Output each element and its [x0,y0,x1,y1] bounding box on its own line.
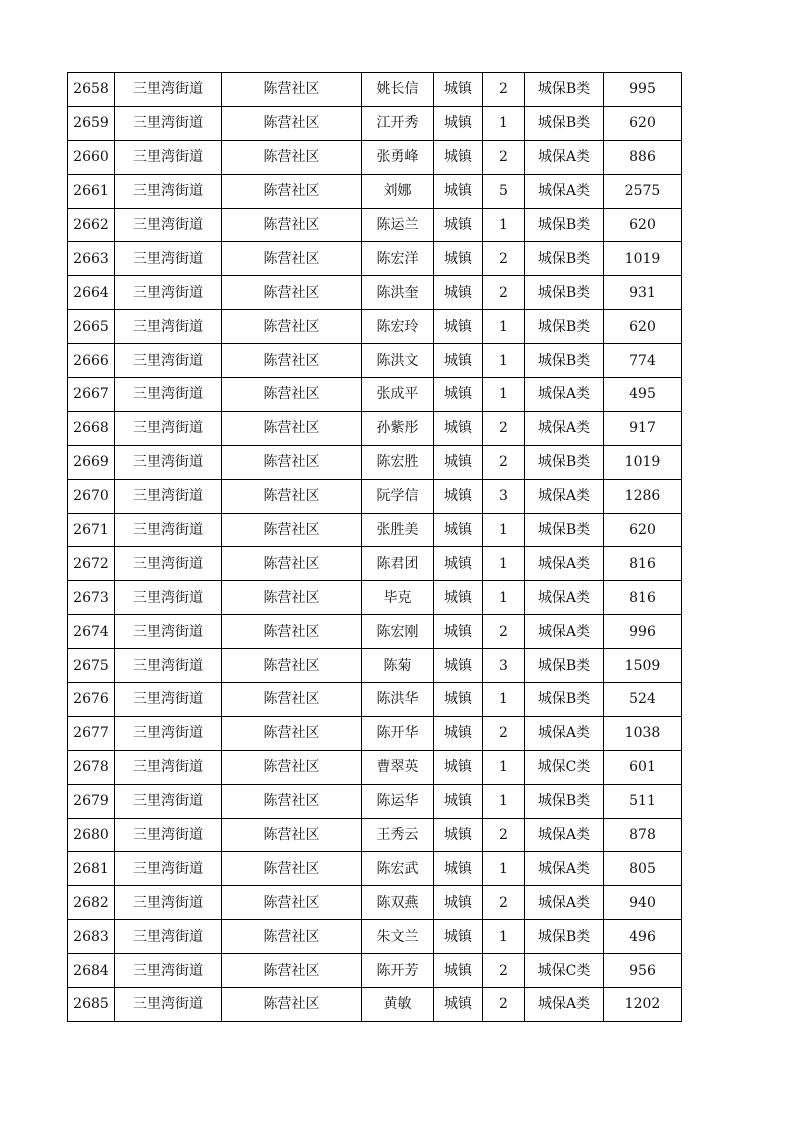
cell-serial-no: 2683 [68,920,115,954]
cell-name: 陈运华 [362,784,434,818]
roster-body [68,73,682,1022]
cell-name: 江开秀 [362,106,434,140]
cell-street: 三里湾街道 [115,784,222,818]
cell-amount: 996 [604,615,682,649]
cell-amount: 1509 [604,649,682,683]
cell-amount: 1019 [604,242,682,276]
cell-area-type: 城镇 [434,649,483,683]
cell-household-count: 2 [483,73,525,107]
cell-area-type: 城镇 [434,344,483,378]
cell-name: 曹翠英 [362,750,434,784]
cell-area-type: 城镇 [434,683,483,717]
cell-name: 陈洪奎 [362,276,434,310]
cell-household-count: 1 [483,208,525,242]
cell-serial-no: 2671 [68,513,115,547]
cell-area-type: 城镇 [434,581,483,615]
cell-category: 城保B类 [525,920,604,954]
cell-community: 陈营社区 [222,581,362,615]
cell-amount: 816 [604,581,682,615]
cell-serial-no: 2660 [68,140,115,174]
cell-serial-no: 2676 [68,683,115,717]
cell-household-count: 1 [483,683,525,717]
cell-name: 陈开芳 [362,954,434,988]
cell-street: 三里湾街道 [115,276,222,310]
cell-street: 三里湾街道 [115,818,222,852]
cell-street: 三里湾街道 [115,886,222,920]
table-row [68,73,682,107]
cell-name: 陈宏洋 [362,242,434,276]
table-row [68,479,682,513]
cell-amount: 956 [604,954,682,988]
cell-household-count: 2 [483,276,525,310]
cell-category: 城保A类 [525,140,604,174]
table-row [68,140,682,174]
cell-street: 三里湾街道 [115,750,222,784]
cell-amount: 601 [604,750,682,784]
cell-name: 毕克 [362,581,434,615]
cell-name: 陈洪文 [362,344,434,378]
cell-serial-no: 2680 [68,818,115,852]
table-row [68,344,682,378]
cell-community: 陈营社区 [222,242,362,276]
cell-area-type: 城镇 [434,174,483,208]
cell-name: 王秀云 [362,818,434,852]
cell-community: 陈营社区 [222,411,362,445]
cell-area-type: 城镇 [434,73,483,107]
cell-household-count: 2 [483,988,525,1022]
cell-amount: 1202 [604,988,682,1022]
cell-household-count: 2 [483,445,525,479]
cell-street: 三里湾街道 [115,411,222,445]
cell-community: 陈营社区 [222,445,362,479]
cell-street: 三里湾街道 [115,140,222,174]
cell-area-type: 城镇 [434,513,483,547]
table-row [68,242,682,276]
cell-category: 城保A类 [525,852,604,886]
cell-area-type: 城镇 [434,479,483,513]
cell-serial-no: 2679 [68,784,115,818]
cell-community: 陈营社区 [222,818,362,852]
cell-name: 刘娜 [362,174,434,208]
cell-area-type: 城镇 [434,378,483,412]
cell-street: 三里湾街道 [115,106,222,140]
cell-household-count: 2 [483,716,525,750]
cell-area-type: 城镇 [434,140,483,174]
cell-amount: 620 [604,513,682,547]
cell-amount: 931 [604,276,682,310]
cell-amount: 620 [604,310,682,344]
cell-street: 三里湾街道 [115,716,222,750]
table-row [68,954,682,988]
cell-household-count: 1 [483,852,525,886]
cell-amount: 2575 [604,174,682,208]
cell-household-count: 1 [483,581,525,615]
table-row [68,208,682,242]
cell-amount: 620 [604,106,682,140]
cell-area-type: 城镇 [434,954,483,988]
cell-amount: 511 [604,784,682,818]
table-row [68,411,682,445]
cell-street: 三里湾街道 [115,649,222,683]
cell-household-count: 1 [483,310,525,344]
cell-category: 城保A类 [525,174,604,208]
cell-amount: 805 [604,852,682,886]
cell-category: 城保A类 [525,615,604,649]
cell-street: 三里湾街道 [115,242,222,276]
cell-household-count: 1 [483,750,525,784]
cell-serial-no: 2664 [68,276,115,310]
cell-community: 陈营社区 [222,750,362,784]
table-row [68,513,682,547]
cell-name: 陈宏玲 [362,310,434,344]
cell-area-type: 城镇 [434,818,483,852]
cell-household-count: 2 [483,818,525,852]
cell-household-count: 2 [483,242,525,276]
cell-name: 陈运兰 [362,208,434,242]
cell-amount: 995 [604,73,682,107]
cell-amount: 917 [604,411,682,445]
cell-category: 城保B类 [525,344,604,378]
cell-category: 城保A类 [525,988,604,1022]
table-row [68,106,682,140]
cell-household-count: 1 [483,547,525,581]
cell-name: 陈宏武 [362,852,434,886]
cell-name: 陈双燕 [362,886,434,920]
cell-community: 陈营社区 [222,344,362,378]
table-row [68,174,682,208]
cell-community: 陈营社区 [222,174,362,208]
cell-category: 城保B类 [525,208,604,242]
table-row [68,920,682,954]
cell-category: 城保B类 [525,445,604,479]
cell-amount: 495 [604,378,682,412]
cell-category: 城保C类 [525,954,604,988]
table-row [68,716,682,750]
cell-street: 三里湾街道 [115,344,222,378]
cell-area-type: 城镇 [434,445,483,479]
table-row [68,818,682,852]
cell-community: 陈营社区 [222,276,362,310]
cell-serial-no: 2669 [68,445,115,479]
cell-category: 城保A类 [525,886,604,920]
cell-amount: 816 [604,547,682,581]
table-row [68,886,682,920]
table-row [68,683,682,717]
cell-street: 三里湾街道 [115,547,222,581]
cell-household-count: 1 [483,344,525,378]
cell-name: 陈菊 [362,649,434,683]
cell-name: 黄敏 [362,988,434,1022]
cell-amount: 620 [604,208,682,242]
cell-street: 三里湾街道 [115,683,222,717]
cell-amount: 1286 [604,479,682,513]
cell-name: 孙紫彤 [362,411,434,445]
cell-amount: 886 [604,140,682,174]
cell-category: 城保A类 [525,411,604,445]
table-row [68,784,682,818]
cell-area-type: 城镇 [434,716,483,750]
cell-serial-no: 2658 [68,73,115,107]
cell-household-count: 2 [483,954,525,988]
cell-street: 三里湾街道 [115,73,222,107]
cell-area-type: 城镇 [434,784,483,818]
cell-name: 张成平 [362,378,434,412]
table-row [68,378,682,412]
cell-street: 三里湾街道 [115,988,222,1022]
cell-community: 陈营社区 [222,378,362,412]
cell-household-count: 1 [483,920,525,954]
cell-serial-no: 2659 [68,106,115,140]
cell-household-count: 2 [483,615,525,649]
cell-serial-no: 2665 [68,310,115,344]
table-row [68,852,682,886]
cell-category: 城保A类 [525,818,604,852]
table-row [68,581,682,615]
cell-community: 陈营社区 [222,208,362,242]
cell-serial-no: 2661 [68,174,115,208]
roster-table [67,72,682,1022]
cell-household-count: 2 [483,140,525,174]
cell-serial-no: 2685 [68,988,115,1022]
cell-household-count: 1 [483,106,525,140]
cell-name: 姚长信 [362,73,434,107]
cell-category: 城保C类 [525,750,604,784]
table-row [68,615,682,649]
table-row [68,750,682,784]
cell-area-type: 城镇 [434,988,483,1022]
cell-serial-no: 2677 [68,716,115,750]
cell-amount: 1038 [604,716,682,750]
cell-name: 陈宏胜 [362,445,434,479]
cell-community: 陈营社区 [222,920,362,954]
cell-household-count: 2 [483,886,525,920]
cell-category: 城保A类 [525,378,604,412]
cell-community: 陈营社区 [222,140,362,174]
table-row [68,276,682,310]
cell-category: 城保B类 [525,276,604,310]
cell-community: 陈营社区 [222,106,362,140]
cell-area-type: 城镇 [434,106,483,140]
table-row [68,649,682,683]
cell-amount: 496 [604,920,682,954]
cell-category: 城保B类 [525,649,604,683]
cell-serial-no: 2674 [68,615,115,649]
cell-serial-no: 2662 [68,208,115,242]
cell-area-type: 城镇 [434,750,483,784]
cell-name: 朱文兰 [362,920,434,954]
cell-community: 陈营社区 [222,73,362,107]
cell-street: 三里湾街道 [115,852,222,886]
cell-street: 三里湾街道 [115,378,222,412]
table-row [68,547,682,581]
cell-name: 陈君团 [362,547,434,581]
cell-name: 陈宏刚 [362,615,434,649]
cell-community: 陈营社区 [222,886,362,920]
cell-community: 陈营社区 [222,479,362,513]
cell-street: 三里湾街道 [115,174,222,208]
cell-serial-no: 2666 [68,344,115,378]
cell-community: 陈营社区 [222,649,362,683]
cell-name: 张勇峰 [362,140,434,174]
cell-household-count: 3 [483,649,525,683]
cell-serial-no: 2673 [68,581,115,615]
cell-amount: 1019 [604,445,682,479]
cell-serial-no: 2667 [68,378,115,412]
cell-household-count: 1 [483,513,525,547]
cell-street: 三里湾街道 [115,445,222,479]
cell-serial-no: 2670 [68,479,115,513]
cell-street: 三里湾街道 [115,920,222,954]
cell-category: 城保B类 [525,683,604,717]
cell-serial-no: 2663 [68,242,115,276]
cell-serial-no: 2681 [68,852,115,886]
cell-household-count: 1 [483,784,525,818]
cell-community: 陈营社区 [222,683,362,717]
cell-category: 城保A类 [525,479,604,513]
cell-amount: 878 [604,818,682,852]
table-row [68,988,682,1022]
cell-community: 陈营社区 [222,513,362,547]
cell-street: 三里湾街道 [115,615,222,649]
table-row [68,445,682,479]
cell-serial-no: 2682 [68,886,115,920]
cell-category: 城保B类 [525,106,604,140]
cell-community: 陈营社区 [222,547,362,581]
cell-category: 城保B类 [525,310,604,344]
cell-street: 三里湾街道 [115,310,222,344]
cell-household-count: 5 [483,174,525,208]
cell-serial-no: 2672 [68,547,115,581]
cell-household-count: 1 [483,378,525,412]
cell-category: 城保B类 [525,73,604,107]
cell-name: 张胜美 [362,513,434,547]
cell-category: 城保A类 [525,716,604,750]
cell-area-type: 城镇 [434,920,483,954]
cell-area-type: 城镇 [434,310,483,344]
table-row [68,310,682,344]
cell-household-count: 3 [483,479,525,513]
cell-community: 陈营社区 [222,615,362,649]
cell-area-type: 城镇 [434,615,483,649]
cell-category: 城保B类 [525,513,604,547]
cell-area-type: 城镇 [434,547,483,581]
cell-street: 三里湾街道 [115,208,222,242]
cell-street: 三里湾街道 [115,513,222,547]
cell-area-type: 城镇 [434,208,483,242]
cell-category: 城保A类 [525,581,604,615]
cell-street: 三里湾街道 [115,479,222,513]
cell-area-type: 城镇 [434,276,483,310]
cell-community: 陈营社区 [222,852,362,886]
cell-serial-no: 2668 [68,411,115,445]
cell-street: 三里湾街道 [115,954,222,988]
cell-serial-no: 2684 [68,954,115,988]
cell-household-count: 2 [483,411,525,445]
cell-name: 阮学信 [362,479,434,513]
cell-serial-no: 2678 [68,750,115,784]
cell-category: 城保A类 [525,547,604,581]
cell-community: 陈营社区 [222,716,362,750]
cell-category: 城保B类 [525,784,604,818]
cell-name: 陈洪华 [362,683,434,717]
cell-amount: 524 [604,683,682,717]
cell-serial-no: 2675 [68,649,115,683]
cell-community: 陈营社区 [222,784,362,818]
cell-category: 城保B类 [525,242,604,276]
cell-area-type: 城镇 [434,411,483,445]
cell-community: 陈营社区 [222,310,362,344]
cell-community: 陈营社区 [222,954,362,988]
cell-area-type: 城镇 [434,886,483,920]
cell-area-type: 城镇 [434,852,483,886]
cell-street: 三里湾街道 [115,581,222,615]
cell-area-type: 城镇 [434,242,483,276]
cell-amount: 940 [604,886,682,920]
cell-community: 陈营社区 [222,988,362,1022]
cell-name: 陈开华 [362,716,434,750]
cell-amount: 774 [604,344,682,378]
